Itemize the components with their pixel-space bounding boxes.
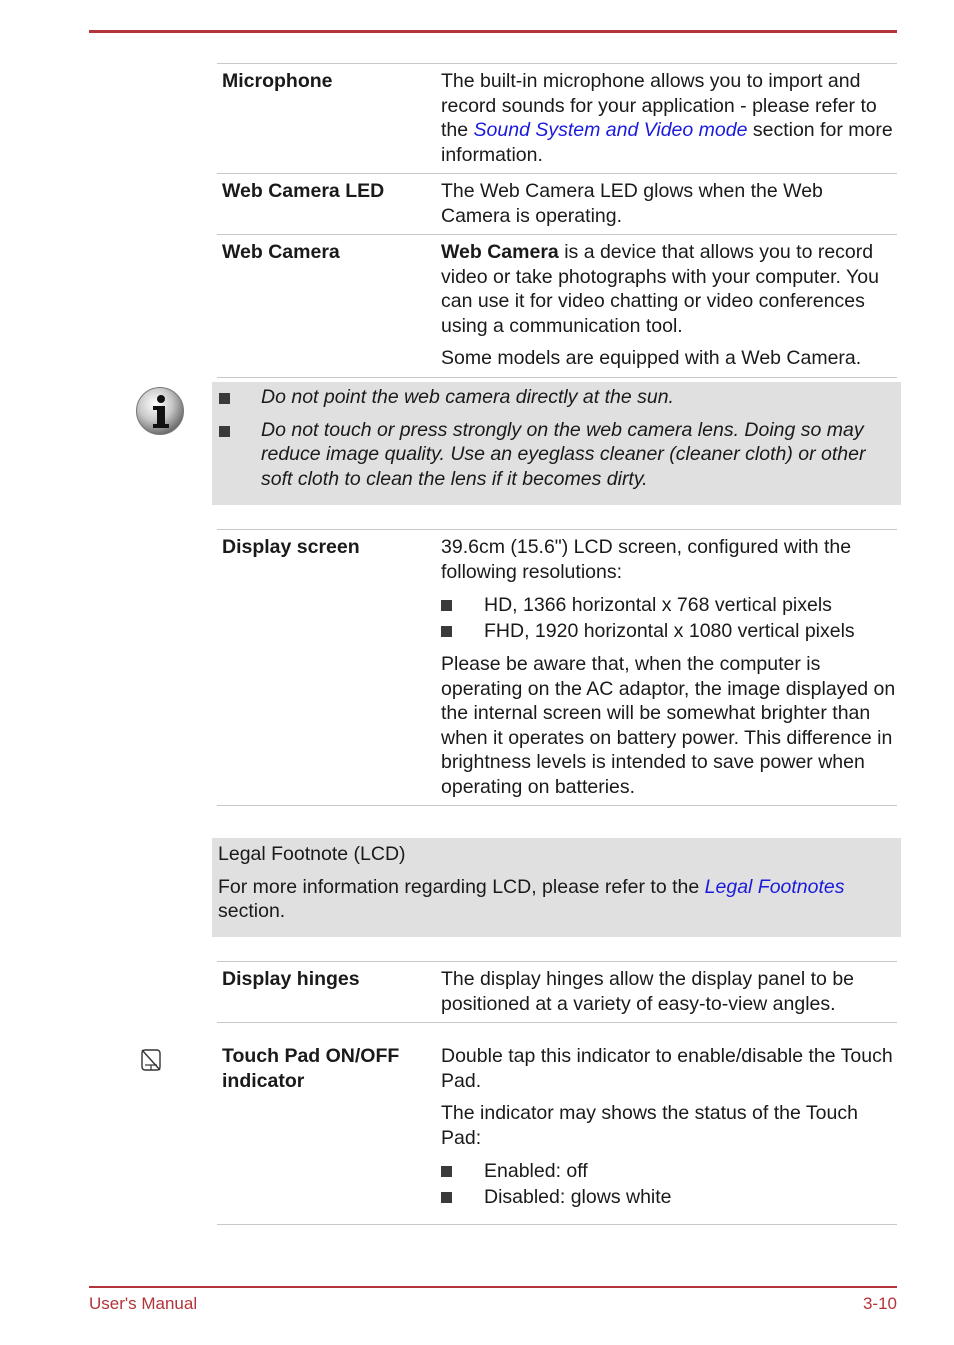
spec-desc: [441, 535, 897, 799]
desc-text: 39.6cm (15.6") LCD screen, configured with the following resolutions:: [441, 536, 852, 583]
spec-table-hinges: [217, 961, 897, 1225]
list-item: Disabled: glows white: [441, 1184, 897, 1210]
desc-text: The built-in microphone allows you to import and record sounds for your application - please refer to the: [441, 70, 877, 141]
desc-text: Some models are equipped with a Web Camera.: [441, 347, 862, 369]
footer-rule: [89, 1286, 897, 1288]
note-item: Do not touch or press strongly on the web camera lens. Doing so may reduce image quality. Use an eyeglass cleaner (cleaner cloth) or other soft cloth to clean the lens if it becomes dirty.: [217, 418, 893, 492]
footer-page-number: 3-10: [862, 1294, 897, 1313]
desc-text: Double tap this indicator to enable/disable the Touch Pad.: [441, 1045, 893, 1092]
spec-desc: [441, 240, 897, 371]
touchpad-state-list: [441, 1158, 897, 1210]
header-rule: [89, 30, 897, 33]
spec-row-display-hinges: [217, 961, 897, 1023]
spec-row-web-camera: [217, 234, 897, 378]
spec-desc: [441, 1044, 897, 1218]
info-icon: [135, 386, 187, 438]
desc-bold: Web Camera: [441, 241, 559, 263]
list-item: Enabled: off: [441, 1158, 897, 1184]
desc-text: The indicator may shows the status of the Touch Pad:: [441, 1102, 858, 1149]
touchpad-icon: [140, 1048, 164, 1076]
footer-manual-title: User's Manual: [89, 1294, 198, 1313]
legal-footnotes-link[interactable]: Legal Footnotes: [704, 875, 845, 898]
resolution-list: [441, 592, 897, 644]
note-text: For more information regarding LCD, please refer to the: [218, 875, 705, 898]
spec-term: Touch Pad ON/OFF indicator: [222, 1045, 400, 1092]
sound-system-link[interactable]: Sound System and Video mode: [473, 119, 748, 141]
spec-table-display: [217, 529, 897, 806]
spec-table-camera: [217, 63, 897, 378]
spec-row-web-camera-led: [217, 173, 897, 234]
spec-desc: [441, 69, 897, 167]
spec-term: Web Camera: [222, 241, 340, 263]
spec-term: Web Camera LED: [222, 180, 385, 202]
spec-desc: [441, 179, 897, 228]
spec-term: Microphone: [222, 70, 333, 92]
camera-caution-note: [212, 382, 901, 505]
list-item: FHD, 1920 horizontal x 1080 vertical pixels: [441, 618, 897, 644]
spec-row-microphone: [217, 63, 897, 173]
spec-row-touchpad-indicator: [217, 1023, 897, 1225]
spec-desc: [441, 967, 897, 1016]
desc-text: section for more information.: [441, 119, 893, 166]
list-item: HD, 1366 horizontal x 768 vertical pixels: [441, 592, 897, 618]
spec-term: Display hinges: [222, 968, 360, 990]
spec-term: Display screen: [222, 536, 360, 558]
desc-text: The display hinges allow the display panel to be positioned at a variety of easy-to-view angles.: [441, 968, 855, 1015]
note-item: Do not point the web camera directly at the sun.: [217, 385, 893, 410]
note-text: section.: [218, 900, 286, 922]
desc-text: The Web Camera LED glows when the Web Camera is operating.: [441, 180, 823, 227]
desc-text: is a device that allows you to record video or take photographs with your computer. You can use it for video chatting or video conferences using a communication tool.: [441, 241, 879, 337]
note-title: Legal Footnote (LCD): [218, 843, 406, 865]
desc-text: Please be aware that, when the computer is operating on the AC adaptor, the image displayed on the internal screen will be somewhat brighter than when it operates on battery power. This difference in brightness levels is intended to save power when operating on batteries.: [441, 653, 896, 798]
legal-footnote-note: [212, 838, 901, 937]
spec-row-display-screen: [217, 529, 897, 806]
